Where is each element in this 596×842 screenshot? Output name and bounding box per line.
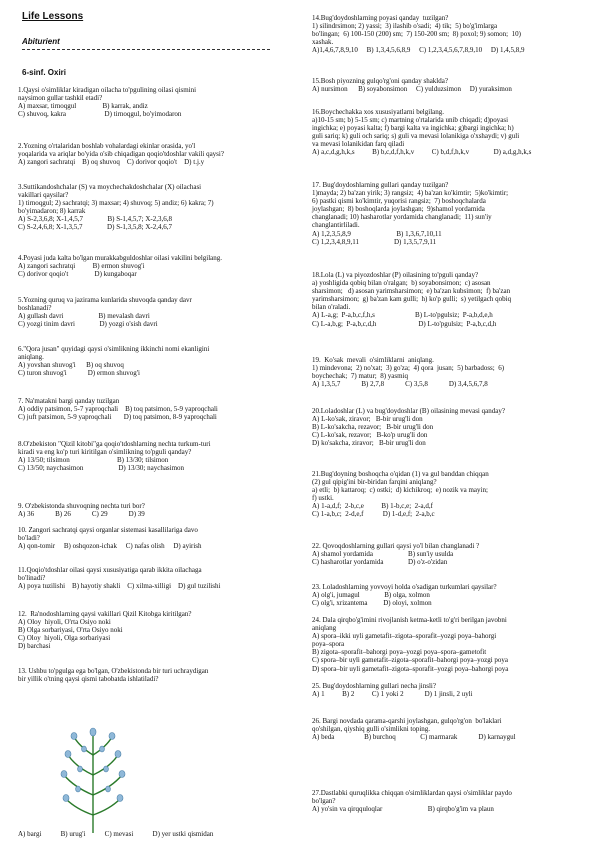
- question-line: vakillari qaysilar?: [18, 191, 69, 200]
- right-question-8: [312, 470, 583, 519]
- question-line: 3.Suttikandoshchalar (S) va moychechakdoshchalar (X) oilachasi: [18, 183, 202, 191]
- question-line: (2) gul qipig'ini bir-biridan farqini aniqlang?: [312, 478, 437, 487]
- page-subtitle: Abiturient: [22, 37, 60, 46]
- right-question-9: [312, 542, 583, 566]
- question-line: bo'lgan?: [312, 797, 336, 806]
- question-line: A) 1,2,3,5,8,9 B) 1,3,6,7,10,11: [312, 229, 442, 238]
- question-line: 6."Qora jusan" quyidagi qaysi o'simlikning ikkinchi nomi ekanligini: [18, 345, 210, 353]
- question-line: 21.Bug'doyning boshoqcha o'qidan (1) va gul banddan chiqqan: [312, 470, 489, 478]
- right-question-2: [312, 77, 583, 93]
- question-line: C) L-a,b,g; P-a,b,c,d,h D) L-to'pgulsiz; P-a,b,c,d,h: [312, 319, 497, 328]
- question-line: yoqalarida va ariqlar bo'yida o'sib chiqadigan qoqio'tdoshlar vakili qaysi?: [18, 150, 224, 159]
- question-line: 19. Ko'sak mevali o'simliklarni aniqlang.: [312, 356, 434, 364]
- question-line: A) gullash davri B) mevalash davri: [18, 312, 150, 321]
- question-line: A) shamol yordamida B) sun'iy usulda: [312, 550, 454, 559]
- question-line: A) 1,3,5,7 B) 2,7,8 C) 3,5,8 D) 3,4,5,6,7,8: [312, 380, 488, 389]
- question-line: va mevasi lolanikidan farq qiladi: [312, 140, 405, 149]
- question-line: 13. Ushbu to'pgulga ega bo'lgan, O'zbekistonda bir turi uchraydigan: [18, 667, 209, 675]
- question-line: 4.Poyasi juda kalta bo'lgan murakkabguldoshlar oilasi vakilini belgilang.: [18, 254, 223, 262]
- question-line: C) dorivor qoqio't D) kungaboqar: [18, 270, 137, 279]
- question-line: a) yoshligida qobiq bilan o'ralgan; b) soyabonsimon; c) asosan: [312, 279, 491, 288]
- grade-title: 6-sinf. Oxiri: [22, 68, 67, 77]
- question-line: bo'ladi?: [18, 534, 40, 543]
- question-line: B) zigota–sporafit–bahorgi poya–yozgi poya–spora–gametofit: [312, 648, 487, 657]
- question-line: qo'shilgan, qiyshiq gulli o'simlikni toping.: [312, 725, 431, 734]
- right-question-4: [312, 181, 583, 246]
- question-line: 1.Qaysi o'simliklar kiradigan oilacha to'pgulining oilasi qismini: [18, 86, 197, 94]
- question-line: B) L-ko'sakcha, rezavor; B-bir urug'li don: [312, 423, 434, 432]
- question-line: 6) pastki qismi ko'kimtir, yuqorisi rangsiz; 7) boshoqchalarda: [312, 197, 486, 206]
- question-line: C) yozgi tinim davri D) yozgi o'sish davri: [18, 320, 158, 329]
- question-line: 11.Qoqio'tdoshlar oilasi qaysi xususiyatiga qarab ikkita oilachaga: [18, 566, 202, 574]
- question-line: A) oddiy patsimon, 5-7 yaproqchali B) toq patsimon, 5-9 yaproqchali: [18, 405, 218, 414]
- left-question-5: [18, 296, 289, 328]
- question-line: 1)mayda; 2) ba'zan yirik; 3) rangsiz; 4) ba'zan ko'kimtir; 5)ko'kimtir;: [312, 189, 509, 198]
- question-line: C) 1-a,b,c; 2-d,e,f D) 1-d,e,f; 2-a,b,c: [312, 510, 435, 519]
- question-line: f) ustki.: [312, 494, 334, 503]
- header-divider: [22, 49, 270, 50]
- question-line: D) spora–bir uyli gametafit–zigota–sporafit–yozgi poya–bahorgi poya: [312, 664, 509, 673]
- left-question-11: [18, 566, 289, 590]
- question-line: A) zangori sachratqi B) ermon shuvog'i: [18, 262, 145, 271]
- question-line: aniqlang: [312, 624, 337, 633]
- question-line: A) L-a,g; P-a,b,c,f,h,s B) L-to'pgulsiz; P-a,b,d,e,h: [312, 311, 493, 320]
- question-line: bo'linadi?: [18, 574, 46, 583]
- question-line: 1) tirnoqgul; 2) sachratqi; 3) maxsar; 4) shuvoq; 5) andiz; 6) kakra; 7): [18, 199, 214, 208]
- question-line: C) shuvoq, kakra D) tirnoqgul, bo'yimodaron: [18, 110, 182, 119]
- question-line: 7. Na'matakni bargi qanday tuzilgan: [18, 397, 120, 405]
- question-line: C) spora–bir uyli gametafit–zigota–sporafit–bahorgi poya–yozgi poya: [312, 656, 509, 665]
- left-question-9: [18, 502, 289, 518]
- question-line: C) juft patsimon, 5-9 yaproqchali D) toq patsimon, 8-9 yaproqchali: [18, 413, 217, 422]
- question-line: naysimon gullar tashkil etadi?: [18, 94, 103, 103]
- left-question-1: [18, 86, 289, 118]
- question-line: A) yo'sin va qirqquloqlar B) qirqbo'g'im va plaun: [312, 805, 494, 814]
- question-line: C) S-2,4,6,8; X-1,3,5,7 D) S-1,3,5,8; X-2,4,6,7: [18, 223, 172, 232]
- question-line: 20.Loladoshlar (L) va bug'doydoshlar (B) oilasining mevasi qanday?: [312, 407, 505, 415]
- question-line: A) yovshan shuvog'i B) oq shuvoq: [18, 361, 124, 370]
- question-line: changlantirliladi.: [312, 221, 360, 230]
- question-line: sharsimon; d) asosan yarimsharsimon; e) ba'zan kubsimon; f) ba'zan: [312, 287, 511, 296]
- question-line: ingichka; e) poyasi kalta; f) bargi kalta va ingichka; g)bargi ingichka; h): [312, 124, 514, 133]
- question-line: a)10-15 sm; b) 5-15 sm; c) martning o'rtalarida unib chiqadi; d)poyasi: [312, 116, 509, 125]
- page-title: Life Lessons: [22, 11, 84, 22]
- right-question-5: [312, 271, 583, 328]
- question-line: C) Oloy hiyoli, Olga sorbariyasi: [18, 634, 111, 643]
- question-line: kiradi va eng ko'p turi kiritilgan o'simlikning to'pguli qanday?: [18, 448, 192, 457]
- left-question-3: [18, 183, 289, 232]
- right-question-6: [312, 356, 583, 388]
- question-line: 24. Dala qirqbo'g'imini rivojlanish ketma-ketli to'g'ri berilgan javobni: [312, 616, 507, 624]
- question-line: D) ko'sakcha, ziravor; B-bir urug'li don: [312, 439, 426, 448]
- question-line: yarimsharsimon; g) ba'zan kam gulli; h) ko'p gulli; s) yetilgach qobiq: [312, 295, 512, 304]
- question-line: bilan o'raladi.: [312, 303, 351, 312]
- question-line: B) Olga sorbariyasi, O'rta Osiyo noki: [18, 626, 123, 635]
- left-question-4: [18, 254, 289, 278]
- question-line: 10. Zangori sachratqi qaysi organlar sistemasi kasallilariga davo: [18, 526, 198, 534]
- inflorescence-image: [48, 725, 138, 833]
- question-line: A) Oloy hiyoli, O'rta Osiyo noki: [18, 618, 111, 627]
- question-line: 18.Lola (L) va piyozdoshlar (P) oilasining to'pguli qanday?: [312, 271, 479, 279]
- question-line: 14.Bug'doydoshlarning poyasi qanday tuzilgan?: [312, 14, 449, 22]
- question-line: 8.O'zbekiston "Qizil kitobi"ga qoqio'tdoshlarning nechta turkum-turi: [18, 440, 211, 448]
- left-question-12: [18, 610, 289, 650]
- question-line: 22. Qovoqdoshlarning gullari qaysi yo'l bilan changlanadi ?: [312, 542, 480, 550]
- question-line: 12. Ra'nodoshlarning qaysi vakillari Qizil Kitobga kiritilgan?: [18, 610, 192, 618]
- question-line: C) olg'i, xrizantema D) oloyi, xolmon: [312, 599, 432, 608]
- question-line: A) qon-tomir B) oshqozon-ichak C) nafas olish D) ayirish: [18, 542, 202, 551]
- question-line: 16.Boychechakka xos xususiyatlarni belgilang.: [312, 108, 444, 116]
- question-line: 27.Dastlabki quruqlikka chiqqan o'simliklardan qaysi o'simliklar paydo: [312, 789, 512, 797]
- question-line: A) maxsar, tirnoqgul B) karrak, andiz: [18, 102, 148, 111]
- question-line: 17. Bug'doydoshlarning gullari qanday tuzilgan?: [312, 181, 449, 189]
- question-line: C) 1,2,3,4,8,9,11 D) 1,3,5,7,9,11: [312, 237, 437, 246]
- question-line: A) spora–ikki uyli gametafit–zigota–sporafit–yozgi poya–bahorgi: [312, 632, 497, 641]
- right-question-10: [312, 583, 583, 607]
- question-line: A) poya tuzilishi B) hayotiy shakli C) xilma-xilligi D) gul tuzilishi: [18, 582, 221, 591]
- left-question-2: [18, 142, 289, 166]
- left-question-7: [18, 397, 289, 421]
- question-line: C) L-ko'sak, rezavor; B-ko'p urug'li don: [312, 431, 428, 440]
- question-line: D) barchasi: [18, 642, 51, 651]
- right-question-13: [312, 717, 583, 741]
- question-line: bo'yimadaron; 8) karrak: [18, 207, 86, 216]
- question-line: 1) mindevona; 2) no'xat; 3) go'za; 4) qora jusan; 5) barbadoss; 6): [312, 364, 505, 373]
- right-question-7: [312, 407, 583, 447]
- question-line: C) turon shuvog'i D) ermon shuvog'i: [18, 369, 140, 378]
- q13-options: A) bargi B) urug'i C) mevasi D) yer ustki qismidan: [18, 830, 214, 838]
- plant-stems: [64, 733, 122, 833]
- question-line: guli sariq; k) guli och sariq; s) guli va mevasi lolanikiga o'xshaydi; v) guli: [312, 132, 520, 141]
- question-line: 5.Yozning quruq va jazirama kunlarida shuvoqda qanday davr: [18, 296, 192, 304]
- question-line: boshlanadi?: [18, 304, 52, 313]
- left-question-10: [18, 526, 289, 550]
- question-line: changlanadi; 10) hasharotlar yordamida changlanadi; 11) sun'iy: [312, 213, 492, 222]
- left-question-6: [18, 345, 289, 377]
- question-line: aniqlang.: [18, 353, 44, 362]
- question-line: 25. Bug'doydoshlarning gullari necha jinsli?: [312, 682, 436, 690]
- right-question-11: [312, 616, 583, 673]
- question-line: 1) silindrsimon; 2) yassi; 3) ilashib o'sadi; 4) tik; 5) bo'g'imlarga: [312, 22, 498, 31]
- question-line: 9. O'zbekistonda shuvoqning nechta turi bor?: [18, 502, 145, 510]
- question-line: joylashgan; 8) boshoqlarda joylashgan; 9)shamol yordamida: [312, 205, 485, 214]
- question-line: boychechak; 7) matur; 8) yasmiq: [312, 372, 409, 381]
- question-line: A) beda B) burchoq C) marmarak D) karnaygul: [312, 733, 516, 742]
- question-line: A) a,c,d,g,h,k,s B) b,c,d,f,h,k,v C) b,d,f,h,k,v D) a,d,g,h,k,s: [312, 148, 532, 157]
- right-question-14: [312, 789, 583, 813]
- right-question-1: [312, 14, 583, 54]
- question-line: bir yillik o'tning qaysi qismi tabobatda ishlatiladi?: [18, 675, 159, 684]
- question-line: 26. Bargi novdada qarama-qarshi joylashgan, gulqo'rg'on bo'laklari: [312, 717, 502, 725]
- question-line: A) L-ko'sak, ziravor; B-bir urug'li don: [312, 415, 423, 424]
- right-question-12: [312, 682, 583, 698]
- question-line: A) nursimon B) soyabonsimon C) yulduzsimon D) yuraksimon: [312, 85, 512, 94]
- question-line: A) 36 B) 26 C) 29 D) 39: [18, 510, 145, 519]
- question-line: C) 13/50; naychasimon D) 13/30; naychasimon: [18, 464, 185, 473]
- question-line: xashak.: [312, 38, 334, 47]
- left-question-8: [18, 440, 289, 472]
- question-line: poya–spora: [312, 640, 345, 649]
- question-line: A) 1-a,d,f; 2-b,c,e B) 1-b,c,e; 2-a,d,f: [312, 502, 433, 511]
- question-line: 2.Yozning o'rtalaridan boshlab vohalardagi ekinlar orasida, yo'l: [18, 142, 196, 150]
- question-line: A) 13/50; tilsimon B) 13/30; tilsimon: [18, 456, 169, 465]
- question-line: a) etli; b) kattaroq; c) ostki; d) kichikroq; e) nozik va mayin;: [312, 486, 488, 495]
- question-line: 15.Bosh piyozning gulqo'rg'oni qanday shaklda?: [312, 77, 448, 85]
- question-line: A) 1 B) 2 C) 1 yoki 2 D) 1 jinsli, 2 uyli: [312, 690, 473, 699]
- question-line: A) olg'i, jumagul B) olga, xolmon: [312, 591, 430, 600]
- question-line: A) zangori sachratqi B) oq shuvoq C) dorivor qoqio't D) t.j.y: [18, 158, 205, 167]
- left-question-13: [18, 667, 289, 683]
- question-line: C) hasharotlar yordamida D) o'z-o'zidan: [312, 558, 448, 567]
- question-line: bo'lingan; 6) 100-150 (200) sm; 7) 150-200 sm; 8) poxol; 9) somon; 10): [312, 30, 521, 39]
- question-line: 23. Loladoshlarning yovvoyi holda o'sadigan turkumlari qaysilar?: [312, 583, 497, 591]
- right-question-3: [312, 108, 583, 157]
- question-line: A)1,4,6,7,8,9,10 B) 1,3,4,5,6,8,9 C) 1,2,3,4,5,6,7,8,9,10 D) 1,4,5,8,9: [312, 46, 525, 55]
- question-line: A) S-2,3,6,8; X-1,4,5,7 B) S-1,4,5,7; X-2,3,6,8: [18, 215, 172, 224]
